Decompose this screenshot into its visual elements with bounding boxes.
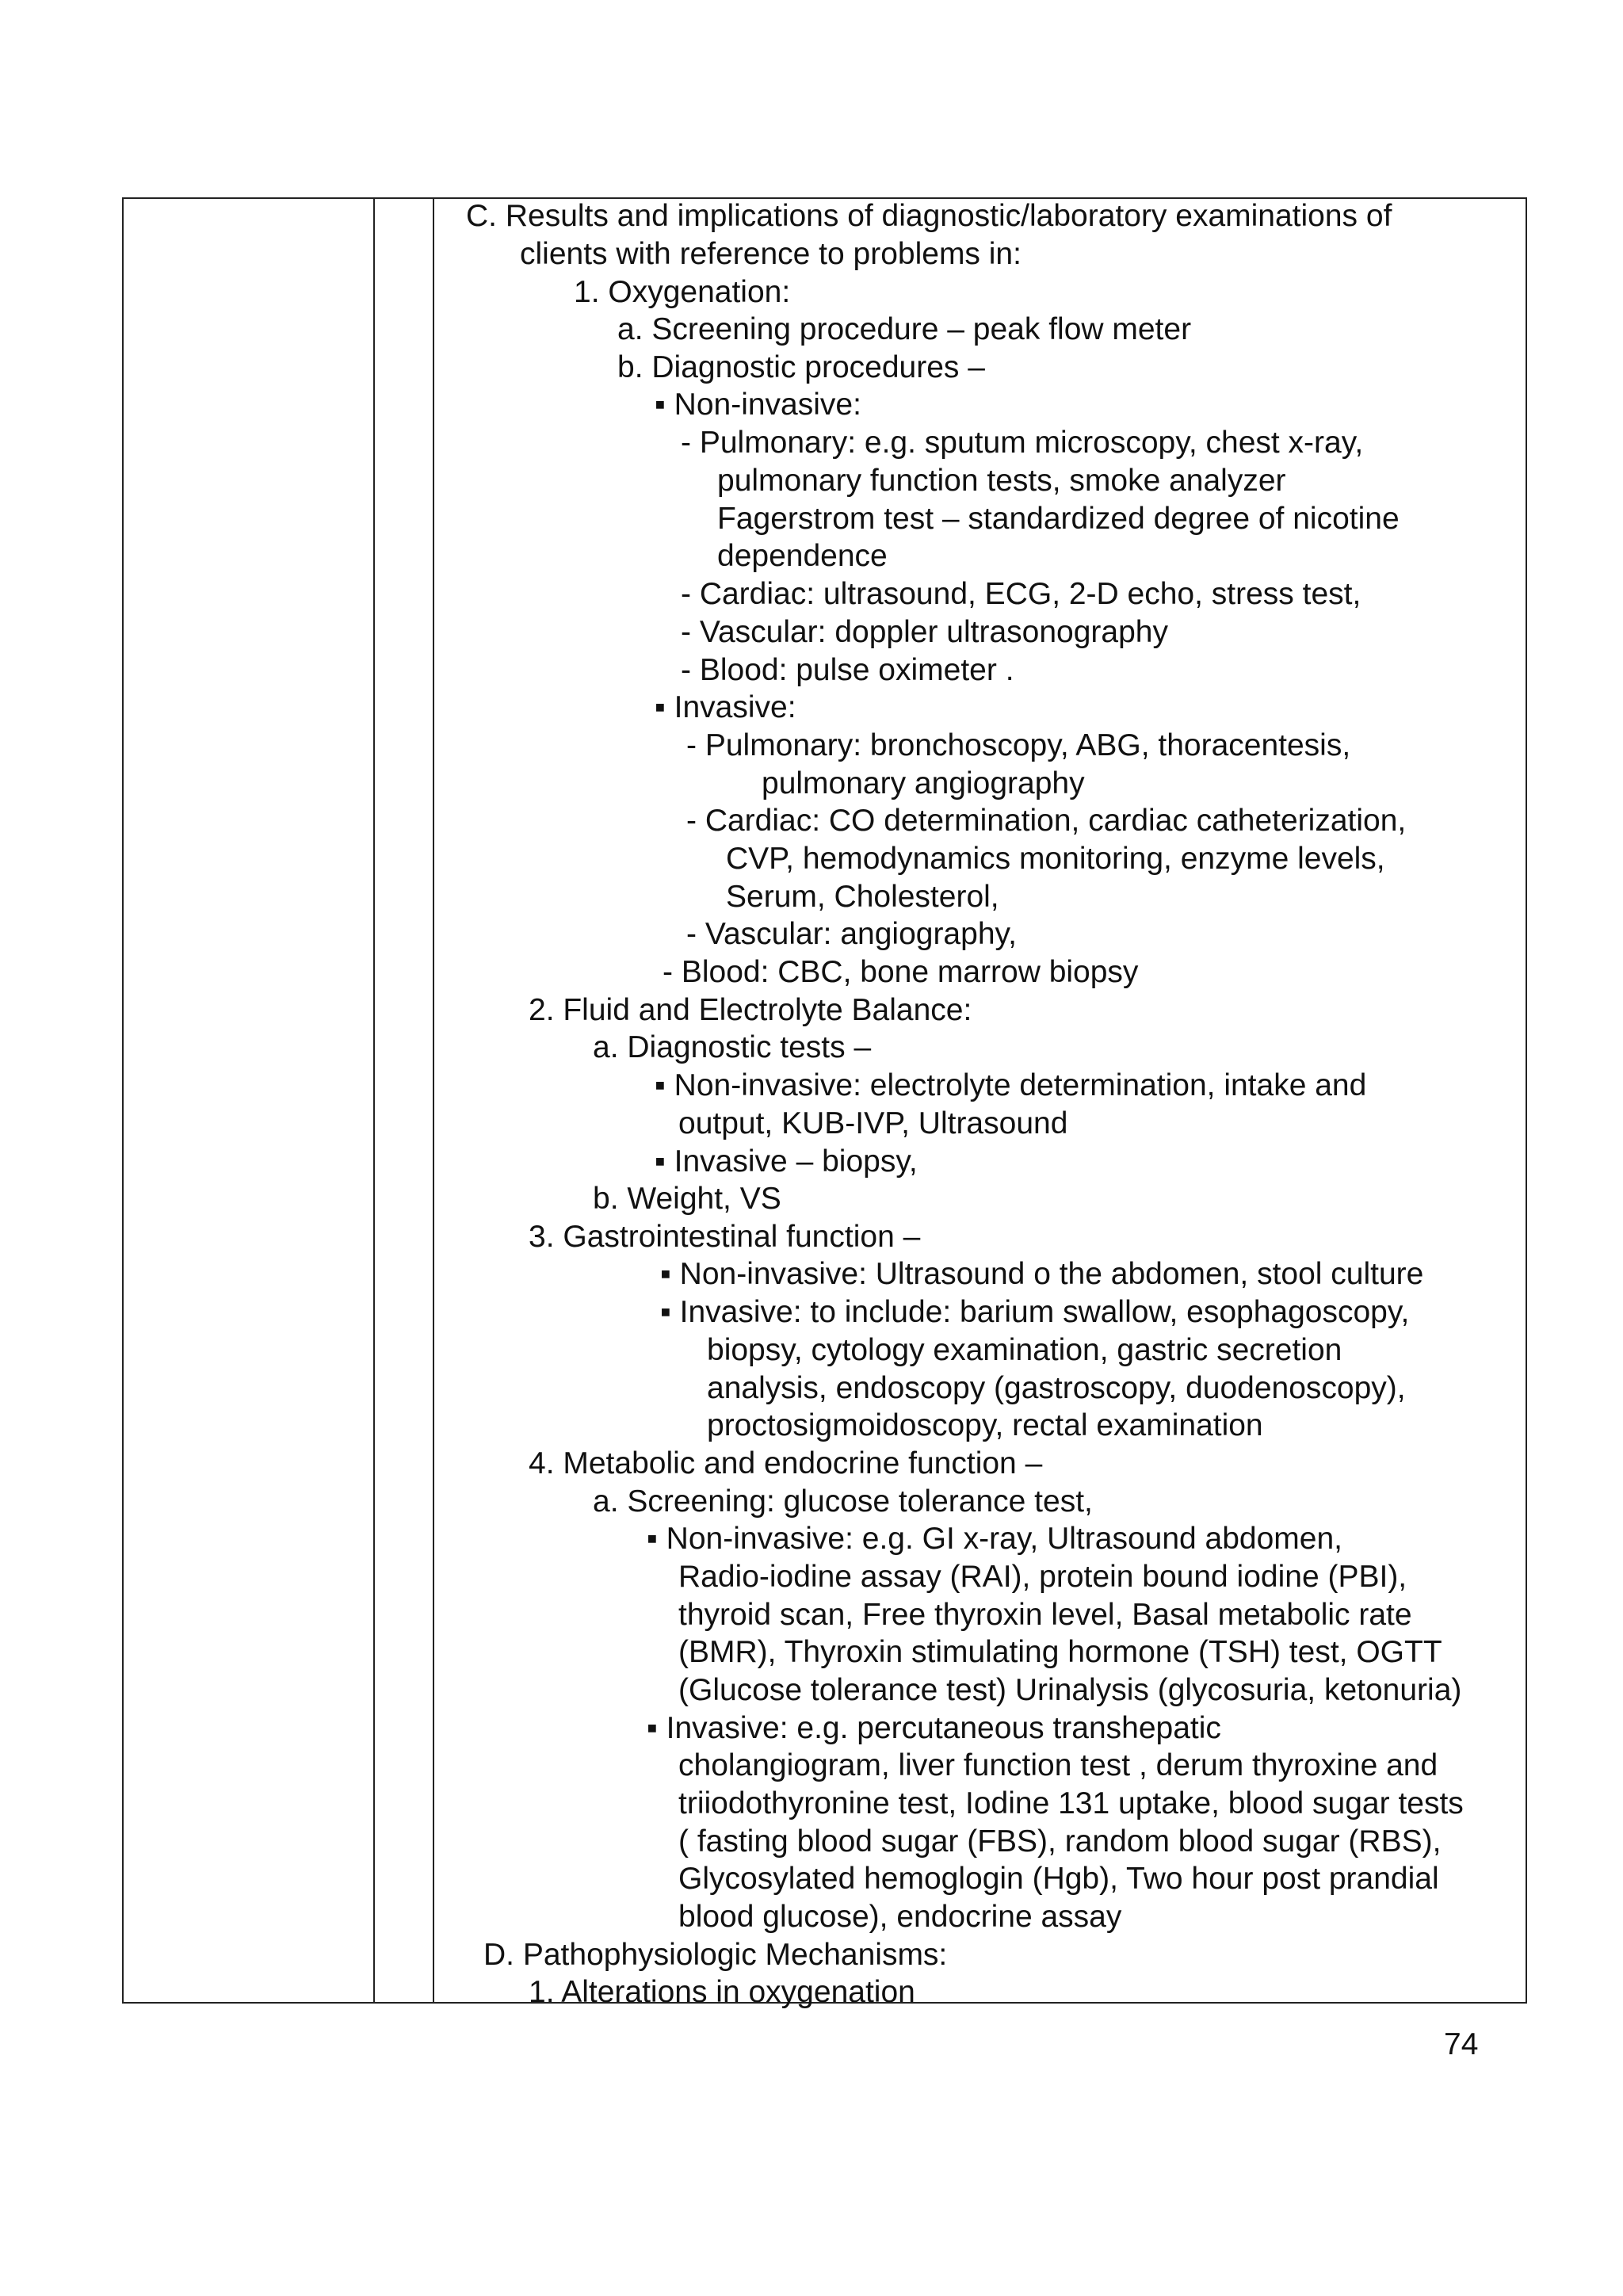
text-line: pulmonary function tests, smoke analyzer xyxy=(717,464,1286,498)
list-item: - Vascular: angiography, xyxy=(686,917,1017,951)
text-line: proctosigmoidoscopy, rectal examination xyxy=(707,1408,1263,1442)
text-line: blood glucose), endocrine assay xyxy=(678,1900,1122,1934)
list-item: - Blood: CBC, bone marrow biopsy xyxy=(663,955,1139,989)
subsection-heading: 1. Alterations in oxygenation xyxy=(529,1975,915,2009)
list-item: - Pulmonary: e.g. sputum microscopy, chest x-ray, xyxy=(681,426,1364,460)
list-item: - Pulmonary: bronchoscopy, ABG, thoracentesis, xyxy=(686,728,1351,762)
subsection-heading: 3. Gastrointestinal function – xyxy=(529,1220,921,1254)
column-divider xyxy=(373,199,375,2002)
list-item: b. Weight, VS xyxy=(593,1182,781,1216)
list-item: ▪ Invasive: e.g. percutaneous transhepatic xyxy=(647,1711,1221,1745)
list-item: a. Screening: glucose tolerance test, xyxy=(593,1484,1093,1519)
text-line: CVP, hemodynamics monitoring, enzyme levels, xyxy=(726,842,1385,876)
section-heading: D. Pathophysiologic Mechanisms: xyxy=(483,1938,948,1972)
subsection-heading: 2. Fluid and Electrolyte Balance: xyxy=(529,993,972,1027)
text-line: output, KUB-IVP, Ultrasound xyxy=(678,1106,1068,1140)
section-heading: C. Results and implications of diagnostic/laboratory examinations of xyxy=(466,199,1392,233)
list-item: ▪ Non-invasive: Ultrasound o the abdomen, stool culture xyxy=(660,1257,1424,1291)
subsection-heading: 1. Oxygenation: xyxy=(574,275,791,309)
text-line: ( fasting blood sugar (FBS), random blood sugar (RBS), xyxy=(678,1824,1442,1859)
text-line: Fagerstrom test – standardized degree of nicotine xyxy=(717,502,1400,536)
text-line: cholangiogram, liver function test , derum thyroxine and xyxy=(678,1748,1438,1782)
list-item: ▪ Invasive – biopsy, xyxy=(655,1144,918,1179)
page-number: 74 xyxy=(1444,2027,1479,2061)
list-item: - Vascular: doppler ultrasonography xyxy=(681,615,1168,649)
list-item: a. Screening procedure – peak flow meter xyxy=(617,312,1192,346)
text-line: (Glucose tolerance test) Urinalysis (glycosuria, ketonuria) xyxy=(678,1673,1462,1707)
list-item: b. Diagnostic procedures – xyxy=(617,350,985,384)
text-line: analysis, endoscopy (gastroscopy, duodenoscopy), xyxy=(707,1371,1406,1405)
column-divider xyxy=(433,199,434,2002)
text-line: pulmonary angiography xyxy=(762,766,1085,800)
text-line: triiodothyronine test, Iodine 131 uptake, blood sugar tests xyxy=(678,1786,1464,1820)
text-line: clients with reference to problems in: xyxy=(520,237,1022,271)
text-line: dependence xyxy=(717,539,888,573)
text-line: thyroid scan, Free thyroxin level, Basal metabolic rate xyxy=(678,1598,1412,1632)
text-line: Glycosylated hemoglogin (Hgb), Two hour post prandial xyxy=(678,1862,1439,1896)
list-item: ▪ Non-invasive: e.g. GI x-ray, Ultrasound abdomen, xyxy=(647,1522,1342,1556)
list-item: - Cardiac: CO determination, cardiac catheterization, xyxy=(686,804,1407,838)
text-line: biopsy, cytology examination, gastric secretion xyxy=(707,1333,1342,1367)
text-line: (BMR), Thyroxin stimulating hormone (TSH) test, OGTT xyxy=(678,1635,1442,1669)
list-item: ▪ Non-invasive: xyxy=(655,388,861,422)
list-item: ▪ Non-invasive: electrolyte determination, intake and xyxy=(655,1068,1367,1102)
list-item: ▪ Invasive: xyxy=(655,690,796,724)
text-line: Radio-iodine assay (RAI), protein bound iodine (PBI), xyxy=(678,1560,1407,1594)
list-item: - Cardiac: ultrasound, ECG, 2-D echo, stress test, xyxy=(681,577,1361,611)
list-item: ▪ Invasive: to include: barium swallow, esophagoscopy, xyxy=(660,1295,1410,1329)
text-line: Serum, Cholesterol, xyxy=(726,880,999,914)
list-item: - Blood: pulse oximeter . xyxy=(681,653,1014,687)
list-item: a. Diagnostic tests – xyxy=(593,1030,872,1064)
subsection-heading: 4. Metabolic and endocrine function – xyxy=(529,1446,1043,1480)
